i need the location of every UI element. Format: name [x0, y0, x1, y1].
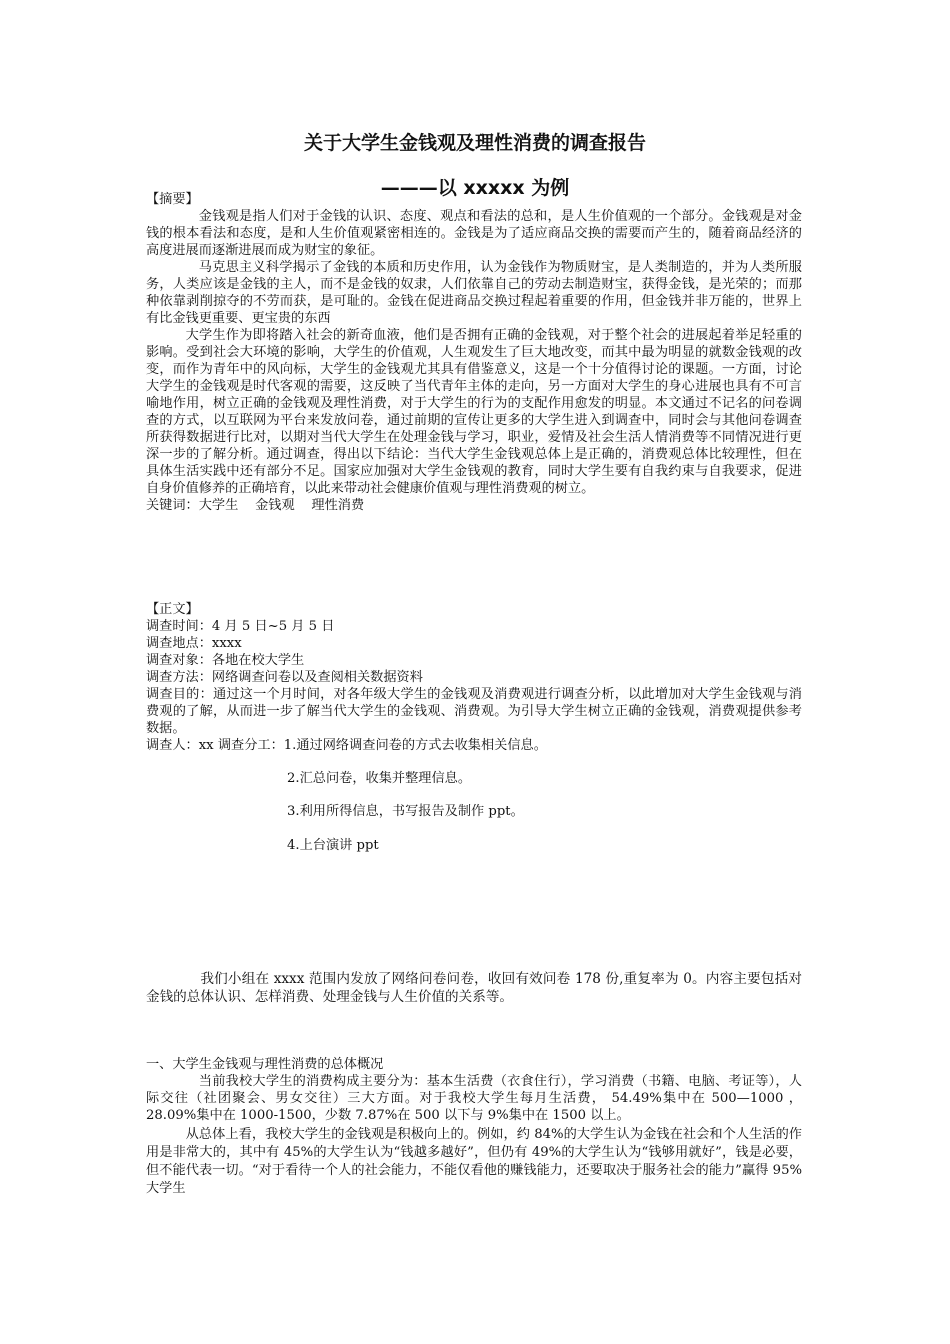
survey-staff: 调查人：xx 调查分工：1.通过网络调查问卷的方式去收集相关信息。 — [146, 738, 547, 753]
abstract-paragraph-3: 大学生作为即将踏入社会的新奇血液，他们是否拥有正确的金钱观，对于整个社会的进展起着举足轻重的影响。受到社会大环境的影响，大学生的价值观，人生观发生了巨大地改变，而其中最为明显的就数金钱观的改变，而作为青年中的风向标，大学生的金钱观尤其具有借鉴意义，这是一个十分值得讨论的课题。一方面，讨论大学生的金钱观是时代客观的需要，这反映了当代青年主体的走向，另一方面对大学生的身心进展也具有不可言喻地作用，树立正确的金钱观及理性消费，对于大学生的行为的支配作用愈发的明显。本文通过不记名的问卷调查的方式，以互联网为平台来发放问卷，通过前期的宣传让更多的大学生进入到调查中，同时会与其他问卷调查所获得数据进行比对，以期对当代大学生在处理金钱与学习，职业，爱情及社会生活人情消费等不同情况进行更深一步的了解分析。通过调查，得出以下结论：当代大学生金钱观总体上是正确的，消费观总体比较理性，但在具体生活实践中还有部分不足。国家应加强对大学生金钱观的教育，同时大学生要有自我约束与自我要求，促进自身价值修养的正确培育，以此来带动社会健康价值观与理性消费观的树立。 — [146, 328, 802, 496]
section-1 — [146, 1056, 802, 1198]
section-1-heading: 一、大学生金钱观与理性消费的总体概况 — [146, 1057, 384, 1072]
survey-target: 调查对象：各地在校大学生 — [146, 653, 305, 668]
document-title: 关于大学生金钱观及理性消费的调查报告 — [303, 132, 646, 154]
section-1-paragraph-1: 当前我校大学生的消费构成主要分为：基本生活费（衣食住行），学习消费（书籍、电脑、考证等），人际交往（社团聚会、男女交往）三大方面。对于我校大学生每月生活费， 54.49%集中在 500—1000 ，28.09%集中在 1000-1500，少数 7.87%在 500 以下与 9%集中在 1500 以上。 — [146, 1074, 802, 1123]
abstract-heading: 【摘要】 — [146, 192, 199, 207]
survey-method: 调查方法：网络调查问卷以及查阅相关数据资料 — [146, 670, 423, 685]
body-section — [146, 601, 802, 754]
survey-place: 调查地点：xxxx — [146, 636, 242, 651]
survey-purpose: 调查目的：通过这一个月时间，对各年级大学生的金钱观及消费观进行调查分析，以此增加对大学生金钱观与消费观的了解，从而进一步了解当代大学生的金钱观、消费观。为引导大学生树立正确的金钱观，消费观提供参考数据。 — [146, 687, 802, 736]
document-subtitle: ———以 xxxxx 为例 — [380, 177, 570, 199]
task-4: 4.上台演讲 ppt — [287, 838, 379, 853]
abstract-paragraph-2: 马克思主义科学揭示了金钱的本质和历史作用，认为金钱作为物质财宝，是人类制造的，并为人类所服务，人类应该是金钱的主人，而不是金钱的奴隶，人们依靠自己的劳动去制造财宝，获得金钱，是光荣的；而那种依靠剥削掠夺的不劳而获，是可耻的。金钱在促进商品交换过程起着重要的作用，但金钱并非万能的，世界上有比金钱更重要、更宝贵的东西 — [146, 260, 802, 326]
abstract-paragraph-1: 金钱观是指人们对于金钱的认识、态度、观点和看法的总和，是人生价值观的一个部分。金钱观是对金钱的根本看法和态度，是和人生价值观紧密相连的。金钱是为了适应商品交换的需要而产生的，随着商品经济的高度进展而逐渐进展而成为财宝的象征。 — [146, 209, 802, 258]
section-1-paragraph-2: 从总体上看，我校大学生的金钱观是积极向上的。例如，约 84%的大学生认为金钱在社会和个人生活的作用是非常大的，其中有 45%的大学生认为“钱越多越好”，但仍有 49%的大学生认为“钱够用就好”，钱是必要，但不能代表一切。“对于看待一个人的社会能力，不能仅看他的赚钱能力，还要取决于服务社会的能力”赢得 95%大学生 — [146, 1127, 802, 1196]
task-2: 2.汇总问卷，收集并整理信息。 — [287, 771, 472, 786]
body-heading: 【正文】 — [146, 602, 199, 617]
keywords-line: 关键词：大学生 金钱观 理性消费 — [146, 498, 365, 513]
survey-summary: 我们小组在 xxxx 范围内发放了网络问卷问卷，收回有效问卷 178 份,重复率为 0。内容主要包括对金钱的总体认识、怎样消费、处理金钱与人生价值的关系等。 — [146, 971, 802, 1005]
task-3: 3.利用所得信息，书写报告及制作 ppt。 — [287, 804, 524, 819]
survey-time: 调查时间：4 月 5 日~5 月 5 日 — [146, 619, 335, 634]
abstract-section — [146, 191, 802, 514]
